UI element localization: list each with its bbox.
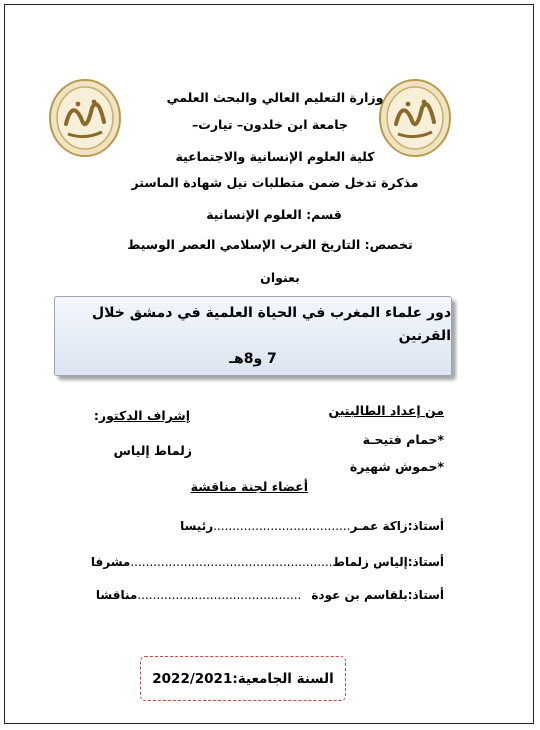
supervisor-name: زلماط إلياس — [113, 443, 192, 458]
thesis-title-line-1: دور علماء المغرب في الحياة العلمية في دمشق خلال القرنين — [91, 304, 451, 344]
supervisor-colon: : — [93, 408, 99, 423]
jury-member-dots: ..................................................... — [130, 555, 333, 569]
academic-year: السنة الجامعية:2022/2021 — [152, 670, 334, 687]
jury-member-role: رئيسا — [180, 519, 214, 533]
supervisor-heading: إشراف الدكتور — [98, 408, 190, 423]
titled-label: بعنوان — [260, 270, 300, 285]
jury-member-name: أستاذ:إلياس زلماط — [332, 555, 444, 569]
jury-member-row — [96, 588, 444, 602]
jury-member-row — [91, 555, 444, 569]
memo-purpose: مذكرة تدخل ضمن متطلبات نيل شهادة الماستر — [131, 175, 419, 190]
jury-member-name: أستاذ:زاكة عمـر — [350, 519, 444, 533]
jury-member-dots: ........................................... — [137, 588, 302, 602]
department-name: قسم: العلوم الإنسانية — [206, 207, 342, 222]
jury-member-role: مشرفا — [90, 555, 131, 569]
university-name: جامعة ابن خلدون– تيارت– — [192, 117, 348, 132]
jury-member-role: مناقشا — [95, 588, 138, 602]
ministry-name: وزارة التعليم العالي والبحث العلمي — [166, 90, 384, 105]
student-name: *حمام فتيحـة — [362, 432, 444, 447]
academic-year-box — [140, 656, 346, 701]
specialty-name: تخصص: التاريخ الغرب الإسلامي العصر الوسيط — [127, 237, 413, 252]
faculty-name: كلية العلوم الإنسانية والاجتماعية — [175, 149, 375, 164]
thesis-title-line-2: 7 و8هـ — [229, 350, 277, 367]
jury-member-row — [180, 519, 444, 533]
jury-member-dots: .................................... — [213, 519, 351, 533]
student-name: *حموش شهيرة — [349, 459, 444, 474]
supervisor-heading-row — [94, 408, 190, 423]
thesis-title-box — [54, 296, 452, 376]
students-heading: من إعداد الطالبتين — [328, 403, 444, 418]
jury-member-name: أستاذ:بلقاسم بن عودة — [311, 588, 444, 602]
jury-heading: أعضاء لجنة مناقشة — [190, 479, 308, 494]
